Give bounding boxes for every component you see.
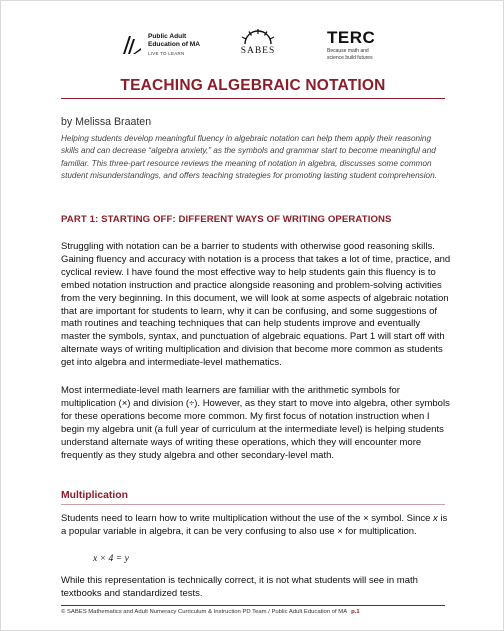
sabes-wordmark: SABES: [240, 46, 276, 56]
sabes-sunrise-icon: [239, 29, 277, 45]
pae-logo: [121, 33, 200, 58]
paragraph-multiplication-symbol: [61, 513, 451, 539]
pae-line1: Public Adult: [148, 33, 187, 40]
paragraph-arithmetic-symbols: Most intermediate-level math learners are familiar with the arithmetic symbols for multiplication (×) and division (÷). However, as they start to move into algebra, other symbols for these operations become more common. My first focus of notation instruction when I begin my algebra unit (a full year of curriculum at the intermediate level) is helping students understand alternate ways of writing these operations, which they will encounter more frequently as they study algebra and other secondary-level math.: [61, 385, 450, 461]
paragraph-representation-note: While this representation is technically correct, it is not what students will see in math textbooks and standardized tests.: [61, 575, 418, 599]
intro-summary: Helping students develop meaningful fluency in algebraic notation can help them apply their reasoning skills and can decrease “algebra anxiety,” as the symbols and grammar start to become meaningful and familiar. This three-part resource reviews the meaning of notation in algebra, discusses some common student misunderstandings, and offers teaching strategies for promoting lasting student comprehension.: [61, 134, 437, 181]
paragraph-notation-struggles: Struggling with notation can be a barrier to students with otherwise good reasoning skills. Gaining fluency and accuracy with notation is a process that takes a lot of time, practice, and cyclical review. I have found the most effective way to help students gain this fluency is to embed notation instruction and practice alongside reasoning and problem-solving activities from the very beginning. In this document, we will look at some aspects of algebraic notation that are important for students to learn, why it can be confusing, and some suggestions of math routines and teaching techniques that can help students improve and eventually master the symbols, syntax, and punctuation of algebraic equations. Part 1 will start off with alternate ways of writing multiplication and division that become more common as students get into algebra and intermediate-level mathematics.: [61, 241, 451, 369]
terc-tagline-1: Because math and: [327, 48, 369, 54]
footer-credit: © SABES Mathematics and Adult Numeracy Curriculum & Instruction PD Team / Public Adult Education of MA: [61, 609, 348, 615]
para3-text-b: is a popular variable in algebra, it can be very confusing to also use × for multiplication.: [61, 513, 448, 537]
para3-text-a: Students need to learn how to write multiplication without the use of the × symbol. Since: [61, 513, 434, 524]
multiplication-divider: [61, 504, 445, 505]
multiplication-heading: Multiplication: [61, 490, 128, 501]
part1-heading: PART 1: STARTING OFF: DIFFERENT WAYS OF WRITING OPERATIONS: [61, 214, 392, 225]
logo-bar: [1, 29, 504, 79]
footer-divider: [61, 605, 445, 606]
terc-tagline-2: science build futures: [327, 55, 373, 61]
pae-tagline: LIVE TO LEARN: [148, 51, 185, 56]
example-equation: x × 4 = y: [93, 553, 129, 564]
pae-book-icon: [121, 34, 143, 56]
footer: [61, 609, 451, 615]
author-byline: by Melissa Braaten: [61, 116, 152, 128]
page-number: p.1: [351, 609, 360, 615]
pae-line2: Education of MA: [148, 41, 201, 48]
terc-wordmark: TERC: [327, 28, 376, 47]
terc-logo: [327, 29, 375, 61]
document-title: TEACHING ALGEBRAIC NOTATION: [120, 77, 386, 94]
variable-x: x: [433, 513, 438, 524]
sabes-logo: [235, 29, 281, 56]
title-divider: [61, 98, 445, 99]
